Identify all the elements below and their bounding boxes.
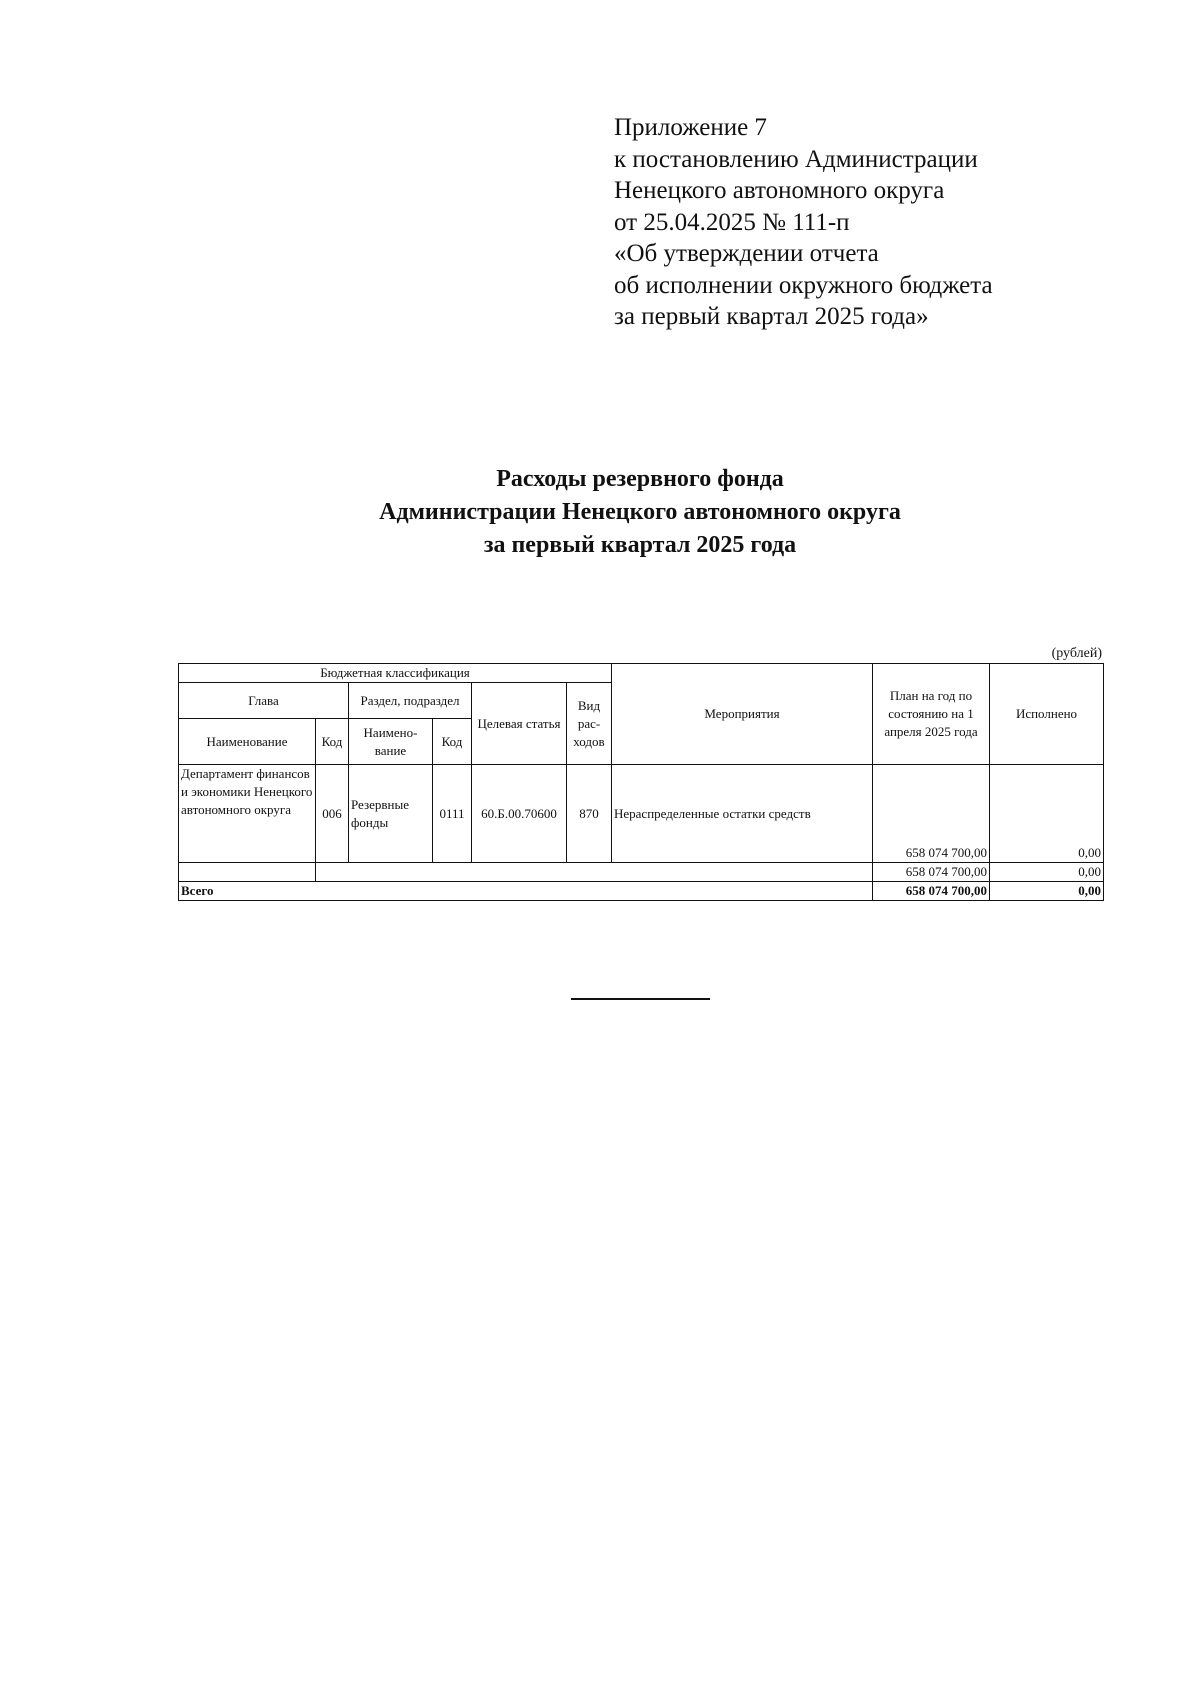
row-chapter-code: 006 bbox=[316, 765, 349, 863]
header-chapter-code: Код bbox=[316, 719, 349, 765]
total-row bbox=[179, 882, 1104, 901]
subtotal-executed: 0,00 bbox=[990, 863, 1104, 882]
document-title bbox=[0, 463, 1200, 562]
header-expense-type: Вид рас-ходов bbox=[567, 683, 612, 765]
header-section-code: Код bbox=[433, 719, 472, 765]
subtotal-empty-span bbox=[316, 863, 873, 882]
header-chapter: Глава bbox=[179, 683, 349, 719]
appendix-line: об исполнении окружного бюджета bbox=[614, 271, 993, 299]
total-plan: 658 074 700,00 bbox=[873, 882, 990, 901]
title-line: Администрации Ненецкого автономного округа bbox=[379, 499, 901, 525]
appendix-line: к постановлению Администрации bbox=[614, 145, 978, 173]
header-target-article: Целевая статья bbox=[472, 683, 567, 765]
row-target-article: 60.Б.00.70600 bbox=[472, 765, 567, 863]
subtotal-empty-cell bbox=[179, 863, 316, 882]
appendix-line: Ненецкого автономного округа bbox=[614, 177, 945, 204]
table-row bbox=[179, 765, 1104, 863]
row-executed: 0,00 bbox=[990, 765, 1104, 863]
header-activities: Мероприятия bbox=[612, 664, 873, 765]
appendix-line: за первый квартал 2025 года» bbox=[614, 303, 929, 330]
units-label: (рублей) bbox=[1051, 646, 1102, 661]
subtotal-row bbox=[179, 863, 1104, 882]
row-activity: Нераспределенные остатки средств bbox=[612, 765, 873, 863]
expense-table bbox=[178, 663, 1104, 901]
header-plan: План на год по состоянию на 1 апреля 2025 года bbox=[873, 664, 990, 765]
appendix-line: Приложение 7 bbox=[614, 114, 767, 141]
total-label: Всего bbox=[179, 882, 873, 901]
subtotal-plan: 658 074 700,00 bbox=[873, 863, 990, 882]
title-line: Расходы резервного фонда bbox=[496, 466, 784, 492]
header-budget-classification: Бюджетная классификация bbox=[179, 664, 612, 683]
title-line: за первый квартал 2025 года bbox=[483, 532, 797, 558]
closing-rule bbox=[571, 998, 710, 1000]
row-plan: 658 074 700,00 bbox=[873, 765, 990, 863]
row-section-code: 0111 bbox=[433, 765, 472, 863]
header-section: Раздел, подраздел bbox=[349, 683, 472, 719]
total-executed: 0,00 bbox=[990, 882, 1104, 901]
header-chapter-name: Наименование bbox=[179, 719, 316, 765]
header-row-1 bbox=[179, 664, 1104, 683]
appendix-line: «Об утверждении отчета bbox=[614, 240, 879, 267]
header-executed: Исполнено bbox=[990, 664, 1104, 765]
appendix-block bbox=[614, 112, 993, 333]
row-expense-type: 870 bbox=[567, 765, 612, 863]
row-chapter-name: Департамент финансов и экономики Ненецкого автономного округа bbox=[179, 765, 316, 863]
appendix-line: от 25.04.2025 № 111-п bbox=[614, 208, 850, 236]
row-section-name: Резервные фонды bbox=[349, 765, 433, 863]
header-section-name: Наимено-вание bbox=[349, 719, 433, 765]
